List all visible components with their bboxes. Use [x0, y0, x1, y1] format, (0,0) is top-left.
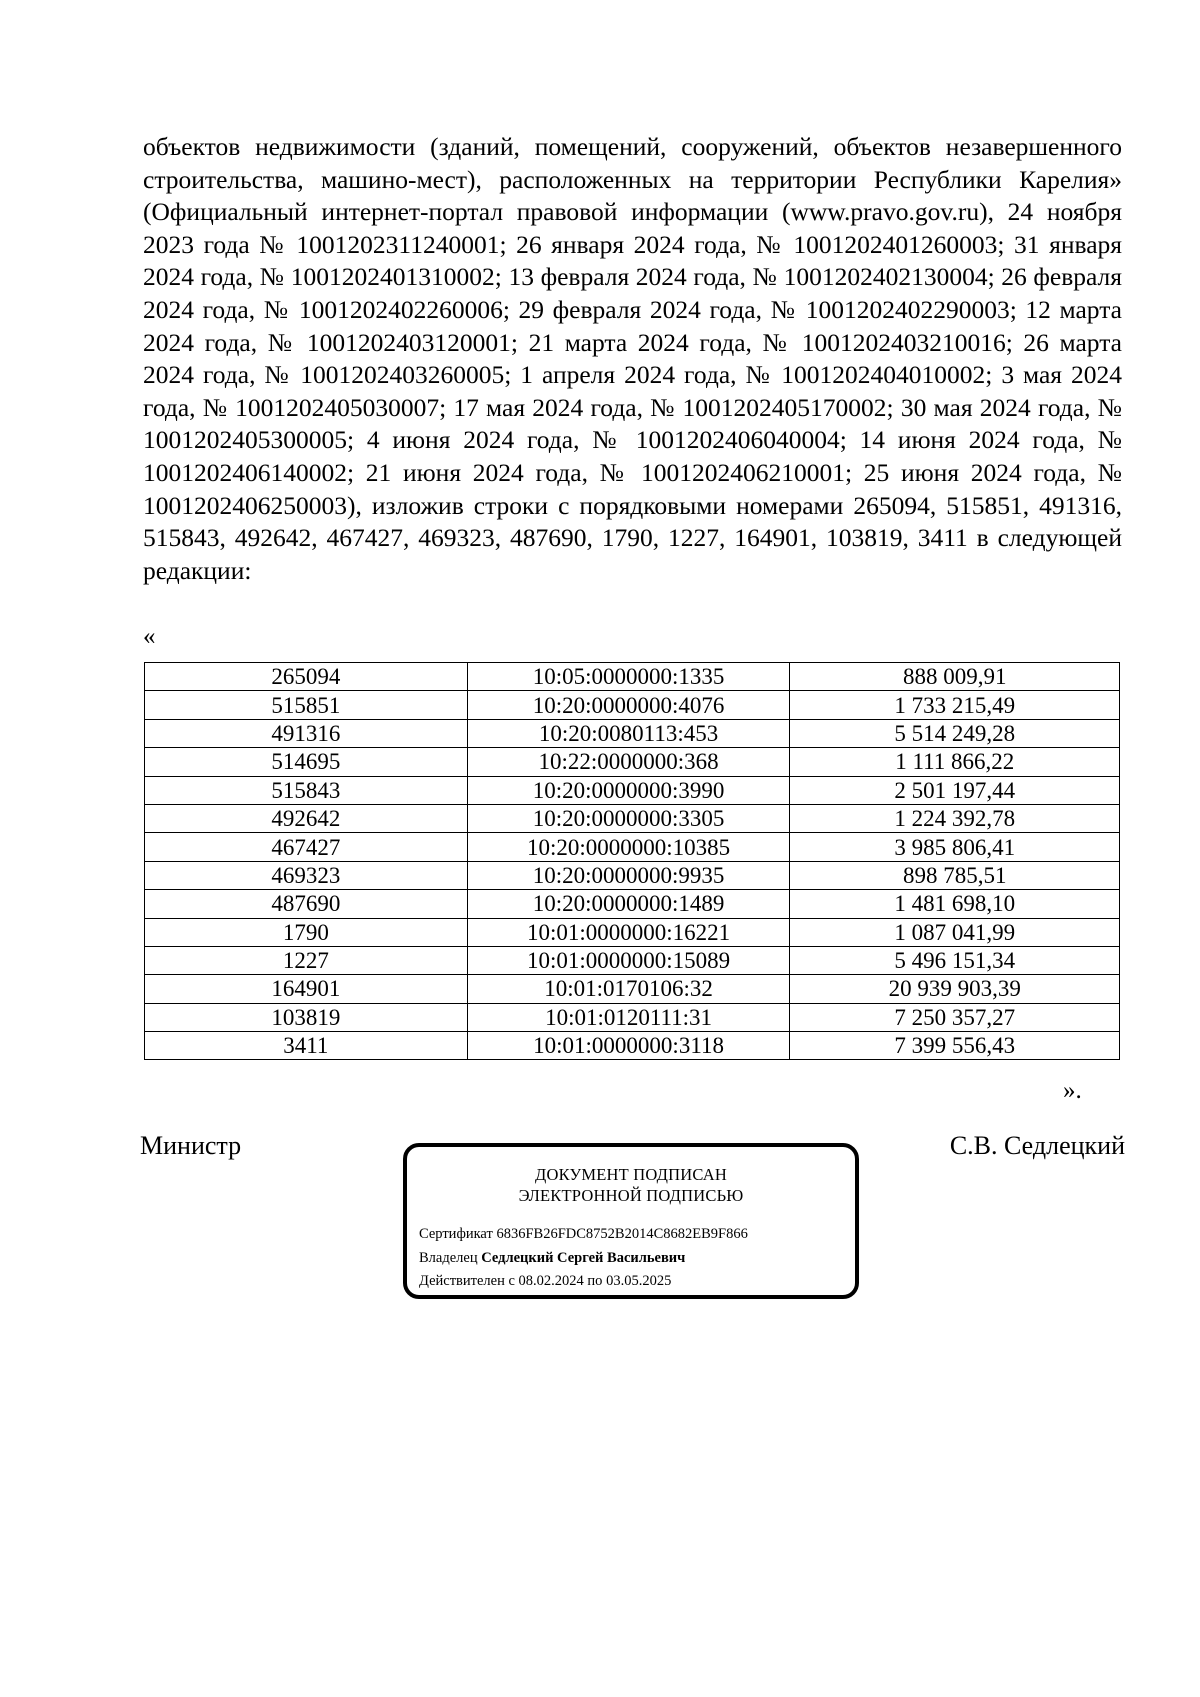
cadastral-number-cell: 10:20:0080113:453 — [467, 719, 790, 747]
closing-quote-mark: ». — [1063, 1077, 1082, 1104]
stamp-certificate-line — [419, 1225, 748, 1243]
cadastral-number-cell: 10:05:0000000:1335 — [467, 663, 790, 691]
cadastral-number-cell: 10:01:0000000:15089 — [467, 946, 790, 974]
table-row — [145, 719, 1120, 747]
table-row — [145, 833, 1120, 861]
stamp-title — [407, 1164, 855, 1206]
stamp-title-line1: ДОКУМЕНТ ПОДПИСАН — [535, 1165, 727, 1184]
table-row — [145, 691, 1120, 719]
table-row — [145, 748, 1120, 776]
row-number-cell: 515843 — [145, 776, 468, 804]
cadastral-value-cell: 5 496 151,34 — [790, 946, 1120, 974]
stamp-certificate-label: Сертификат — [419, 1226, 493, 1242]
table-row — [145, 1032, 1120, 1060]
cadastral-value-cell: 7 250 357,27 — [790, 1003, 1120, 1031]
table-row — [145, 975, 1120, 1003]
signer-position: Министр — [140, 1131, 242, 1160]
cadastral-value-cell: 3 985 806,41 — [790, 833, 1120, 861]
stamp-title-line2: ЭЛЕКТРОННОЙ ПОДПИСЬЮ — [518, 1186, 744, 1205]
table-row — [145, 663, 1120, 691]
table-row — [145, 946, 1120, 974]
row-number-cell: 469323 — [145, 861, 468, 889]
row-number-cell: 514695 — [145, 748, 468, 776]
table-row — [145, 804, 1120, 832]
row-number-cell: 492642 — [145, 804, 468, 832]
opening-quote-mark: « — [143, 623, 156, 650]
cadastral-value-cell: 898 785,51 — [790, 861, 1120, 889]
table-row — [145, 918, 1120, 946]
row-number-cell: 467427 — [145, 833, 468, 861]
stamp-valid-label: Действителен с — [419, 1273, 515, 1289]
stamp-certificate-value: 6836FB26FDC8752B2014C8682EB9F866 — [496, 1226, 748, 1242]
stamp-valid-from: 08.02.2024 — [518, 1273, 584, 1289]
body-paragraph: объектов недвижимости (зданий, помещений, сооружений, объектов незавершенного строительства, машино-мест), расположенных на территории Республики Карелия» (Официальный интернет-портал правовой информации (www.pravo.gov.ru), 24 ноября 2023 года № 1001202311240001; 26 января 2024 года, № 1001202401260003; 31 января 2024 года, № 1001202401310002; 13 февраля 2024 года, № 1001202402130004; 26 февраля 2024 года, № 1001202402260006; 29 февраля 2024 года, № 1001202402290003; 12 марта 2024 года, № 1001202403120001; 21 марта 2024 года, № 1001202403210016; 26 марта 2024 года, № 1001202403260005; 1 апреля 2024 года, № 1001202404010002; 3 мая 2024 года, № 1001202405030007; 17 мая 2024 года, № 1001202405170002; 30 мая 2024 года, № 1001202405300005; 4 июня 2024 года, № 1001202406040004; 14 июня 2024 года, № 1001202406140002; 21 июня 2024 года, № 1001202406210001; 25 июня 2024 года, № 1001202406250003), изложив строки с порядковыми номерами 265094, 515851, 491316, 515843, 492642, 467427, 469323, 487690, 1790, 1227, 164901, 103819, 3411 в следующей редакции: — [143, 132, 1122, 585]
cadastral-number-cell: 10:01:0000000:3118 — [467, 1032, 790, 1060]
row-number-cell: 1227 — [145, 946, 468, 974]
cadastral-value-cell: 1 087 041,99 — [790, 918, 1120, 946]
cadastral-number-cell: 10:20:0000000:3990 — [467, 776, 790, 804]
cadastral-value-cell: 888 009,91 — [790, 663, 1120, 691]
stamp-owner-label: Владелец — [419, 1250, 478, 1266]
cadastral-value-cell: 1 481 698,10 — [790, 890, 1120, 918]
row-number-cell: 487690 — [145, 890, 468, 918]
stamp-validity-line — [419, 1272, 671, 1290]
stamp-valid-to-label: по — [587, 1273, 603, 1289]
row-number-cell: 3411 — [145, 1032, 468, 1060]
row-number-cell: 103819 — [145, 1003, 468, 1031]
cadastral-value-cell: 2 501 197,44 — [790, 776, 1120, 804]
cadastral-number-cell: 10:20:0000000:1489 — [467, 890, 790, 918]
cadastral-number-cell: 10:20:0000000:3305 — [467, 804, 790, 832]
cadastral-value-cell: 1 111 866,22 — [790, 748, 1120, 776]
stamp-valid-to: 03.05.2025 — [606, 1273, 672, 1289]
table-row — [145, 861, 1120, 889]
signer-name: С.В. Седлецкий — [949, 1131, 1125, 1160]
cadastral-value-cell: 1 224 392,78 — [790, 804, 1120, 832]
cadastral-value-cell: 7 399 556,43 — [790, 1032, 1120, 1060]
row-number-cell: 491316 — [145, 719, 468, 747]
row-number-cell: 164901 — [145, 975, 468, 1003]
row-number-cell: 515851 — [145, 691, 468, 719]
table-body — [145, 663, 1120, 1060]
cadastral-value-cell: 1 733 215,49 — [790, 691, 1120, 719]
cadastral-number-cell: 10:22:0000000:368 — [467, 748, 790, 776]
cadastral-number-cell: 10:01:0120111:31 — [467, 1003, 790, 1031]
cadastral-number-cell: 10:01:0000000:16221 — [467, 918, 790, 946]
stamp-owner-value: Седлецкий Сергей Васильевич — [481, 1250, 686, 1266]
cadastral-number-cell: 10:01:0170106:32 — [467, 975, 790, 1003]
cadastral-value-cell: 5 514 249,28 — [790, 719, 1120, 747]
row-number-cell: 265094 — [145, 663, 468, 691]
cadastral-number-cell: 10:20:0000000:10385 — [467, 833, 790, 861]
stamp-owner-line — [419, 1249, 685, 1267]
table-row — [145, 1003, 1120, 1031]
property-value-table — [144, 662, 1120, 1060]
electronic-signature-stamp — [403, 1143, 859, 1299]
cadastral-number-cell: 10:20:0000000:9935 — [467, 861, 790, 889]
table-row — [145, 776, 1120, 804]
cadastral-value-cell: 20 939 903,39 — [790, 975, 1120, 1003]
table-row — [145, 890, 1120, 918]
cadastral-number-cell: 10:20:0000000:4076 — [467, 691, 790, 719]
row-number-cell: 1790 — [145, 918, 468, 946]
